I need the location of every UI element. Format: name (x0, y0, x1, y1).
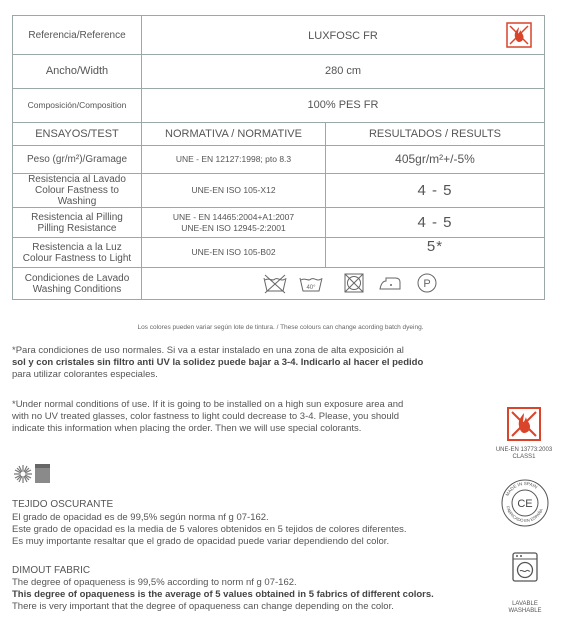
no-tumble-dry-icon (343, 272, 365, 295)
test-name: Resistencia al Lavado Colour Fastness to Washing (13, 174, 142, 208)
uv-note-en-line2: with no UV treated glasses, color fastness to light could decrease to 3-4. Please, you should (12, 411, 400, 422)
fire-retardant-icon (506, 22, 532, 49)
test-name: Resistencia a la Luz Colour Fastness to Light (13, 238, 142, 268)
dimout-es-line3: Es muy importante resaltar que el grado de opacidad puede variar dependiendo del color. (12, 536, 390, 547)
dimout-en-line3: There is very important that the degree of opaqueness can change depending on the color. (12, 601, 394, 612)
test-result: 4 - 5 (326, 208, 545, 238)
washable-icon (512, 552, 538, 587)
fire-retardant-badge-icon (507, 407, 541, 441)
dimout-es-line1: El grado de opacidad es de 99,5% según norma nf g 07-162. (12, 512, 269, 523)
composition-label: Composición/Composition (13, 89, 142, 123)
test-result: 405gr/m²+/-5% (326, 146, 545, 174)
iron-low-icon (377, 272, 403, 295)
no-hand-wash-icon (262, 272, 288, 295)
table-row (13, 174, 545, 208)
dimout-icon (14, 463, 54, 490)
header-results: RESULTADOS / RESULTS (326, 123, 545, 146)
test-norm: UNE-EN ISO 105-X12 (142, 174, 326, 208)
dimout-es-line2: Este grado de opacidad es la media de 5 valores obtenidos en 5 tejidos de colores diferentes. (12, 524, 407, 535)
fr-caption-line1: UNE-EN 13773:2003 (495, 447, 553, 453)
washable-caption (490, 601, 560, 615)
test-result: 5* (326, 238, 545, 268)
dimout-en-title: DIMOUT FABRIC (12, 565, 91, 576)
ce-mark: CE (517, 498, 533, 510)
dimout-es-text (12, 512, 492, 548)
svg-text:MADE IN SPAIN (505, 481, 539, 497)
test-norm: UNE - EN 12127:1998; pto 8.3 (142, 146, 326, 174)
test-norm: UNE-EN ISO 105-B02 (142, 238, 326, 268)
wash-40-icon (298, 272, 324, 295)
ce-top-text: MADE IN SPAIN (504, 480, 539, 497)
fr-caption-line2: CLASS1 (512, 454, 536, 460)
washable-line1: LAVABLE (512, 601, 538, 607)
uv-note-es-line1: *Para condiciones de uso normales. Si va a estar instalado en una zona de alta exposición al (12, 345, 404, 356)
dry-clean-letter: P (423, 278, 431, 290)
reference-label: Referencia/Reference (13, 16, 142, 55)
uv-note-en (12, 399, 497, 435)
test-name: Resistencia al Pilling Pilling Resistance (13, 208, 142, 238)
dimout-en-text (12, 577, 492, 613)
uv-note-en-line1: *Under normal conditions of use. If it is going to be installed on a high sun exposure area and (12, 399, 404, 410)
header-normative: NORMATIVA / NORMATIVE (142, 123, 326, 146)
width-label: Ancho/Width (13, 55, 142, 89)
composition-value: 100% PES FR (142, 89, 545, 123)
uv-note-es-line2: sol y con cristales sin filtro anti UV la solidez puede bajar a 3-4. Indicarlo al hacer el pedido (12, 357, 424, 368)
washing-icons (142, 268, 545, 300)
colour-variation-note: Los colores pueden variar según lote de tintura. / These colours can change acording batch dyeing. (137, 324, 424, 331)
uv-note-es (12, 345, 492, 381)
uv-note-es-line3: para utilizar colorantes especiales. (12, 369, 158, 380)
table-row (13, 208, 545, 238)
ce-made-in-spain-badge (500, 478, 550, 533)
fire-retardant-caption (484, 447, 561, 461)
washing-label: Condiciones de Lavado Washing Conditions (13, 268, 142, 300)
header-test: ENSAYOS/TEST (13, 123, 142, 146)
dimout-es-title: TEJIDO OSCURANTE (12, 499, 114, 510)
reference-value: LUXFOSC FR (308, 29, 378, 42)
dry-clean-p-icon (416, 272, 438, 295)
table-row (13, 146, 545, 174)
reference-cell (142, 16, 545, 55)
dimout-en-line2: This degree of opaqueness is the average of 5 values obtained in 5 fabrics of different colors. (12, 589, 434, 600)
dimout-en-line1: The degree of opaqueness is 99,5% according to norm nf g 07-162. (12, 577, 297, 588)
wash-temp: 40° (306, 285, 316, 291)
spec-table (12, 15, 545, 300)
ce-bottom-text: FABRICADO EN ESPAÑA (505, 505, 544, 524)
test-result: 4 - 5 (326, 174, 545, 208)
fire-retardant-badge (507, 407, 541, 446)
test-name: Peso (gr/m²)/Gramage (13, 146, 142, 174)
test-norm: UNE - EN 14465:2004+A1:2007 UNE-EN ISO 12945-2:2001 (142, 208, 326, 238)
table-row (13, 238, 545, 268)
uv-note-en-line3: indicate this information when placing the order. Then we will use special colorants. (12, 423, 362, 434)
width-value: 280 cm (142, 55, 545, 89)
washable-line2: WASHABLE (508, 608, 542, 614)
